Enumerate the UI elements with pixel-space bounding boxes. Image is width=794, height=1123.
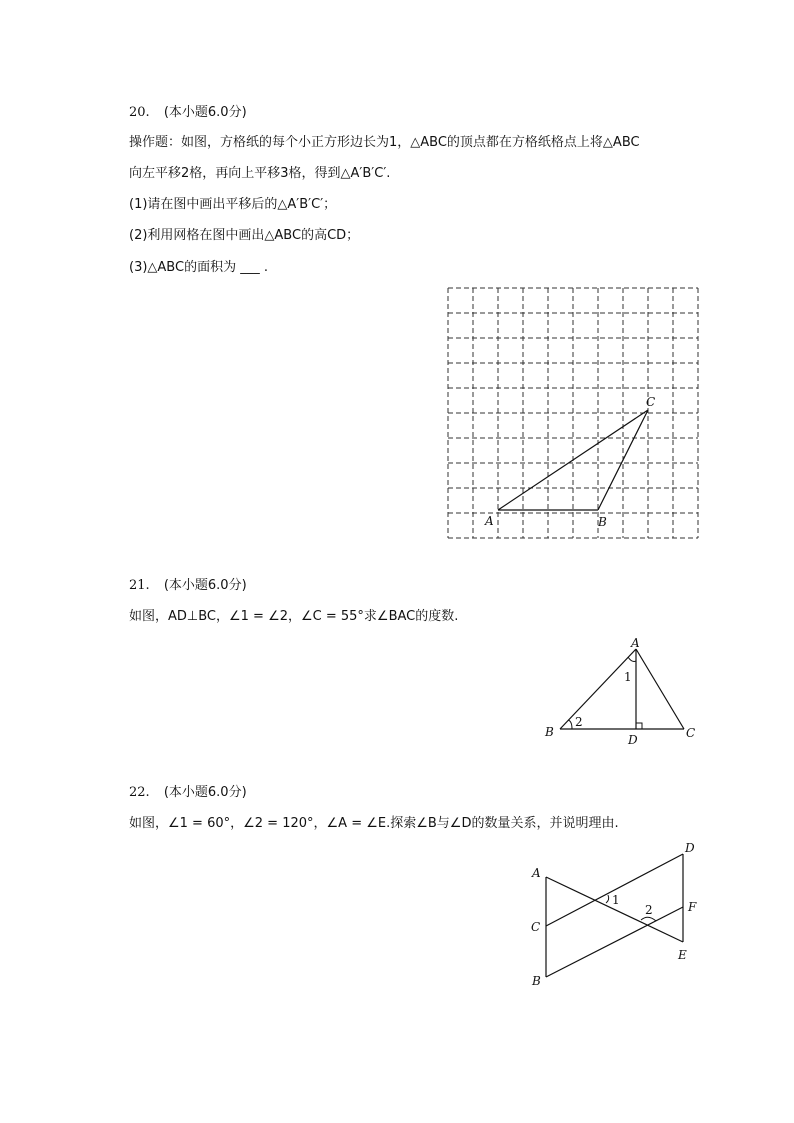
angle-1-arc — [628, 657, 636, 662]
label-B: B — [545, 725, 554, 739]
question-20-line-2: 向左平移2格，再向上平移3格，得到△A′B′C′. — [129, 166, 391, 181]
question-number: 21. — [129, 578, 150, 593]
angle-1-label: 1 — [624, 670, 632, 684]
question-number: 22. — [129, 785, 150, 800]
question-20-part-2: (2)利用网格在图中画出△ABC的高CD； — [129, 228, 360, 243]
question-20-part-3: (3)△ABC的面积为 ___ . — [129, 260, 268, 275]
question-points: (本小题6.0分) — [163, 785, 247, 800]
segment-BF — [546, 907, 683, 977]
label-F: F — [688, 900, 697, 914]
right-angle-mark — [636, 723, 642, 729]
angle-2-label: 2 — [575, 715, 583, 729]
angle-2-arc — [568, 720, 572, 729]
question-20-line-1: 操作题：如图，方格纸的每个小正方形边长为1，△ABC的顶点都在方格纸格点上将△ABC — [129, 135, 640, 150]
angle-1-label: 1 — [612, 893, 620, 907]
angle-2-arc — [641, 917, 656, 921]
question-points: (本小题6.0分) — [163, 105, 247, 120]
label-A: A — [485, 514, 494, 528]
label-A: A — [631, 636, 640, 650]
label-D: D — [628, 733, 638, 747]
label-A: A — [532, 866, 541, 880]
segment-AB — [560, 649, 636, 729]
question-20-part-1: (1)请在图中画出平移后的△A′B′C′； — [129, 197, 337, 212]
label-C: C — [531, 920, 541, 934]
angle-1-arc — [606, 895, 609, 903]
label-D: D — [685, 841, 695, 855]
angle-2-label: 2 — [645, 903, 653, 917]
segment-CD — [546, 854, 683, 926]
triangle-figure — [540, 635, 710, 745]
grid-figure — [440, 280, 710, 550]
segment-AC — [636, 649, 684, 729]
question-number: 20. — [129, 105, 150, 120]
question-22-text: 如图，∠1 = 60°，∠2 = 120°，∠A = ∠E.探索∠B与∠D的数量关系，并说明理由. — [129, 816, 619, 831]
question-21-text: 如图，AD⊥BC，∠1 = ∠2，∠C = 55°求∠BAC的度数. — [129, 609, 459, 624]
label-E: E — [678, 948, 687, 962]
segment-AE — [546, 877, 683, 942]
question-22-header — [129, 784, 247, 802]
question-21-header — [129, 577, 247, 595]
label-B: B — [598, 515, 607, 529]
label-C: C — [646, 395, 656, 409]
label-B: B — [532, 974, 541, 988]
question-points: (本小题6.0分) — [163, 578, 247, 593]
crossing-lines-figure — [520, 835, 710, 995]
question-20-header — [129, 104, 247, 122]
label-C: C — [686, 726, 696, 740]
